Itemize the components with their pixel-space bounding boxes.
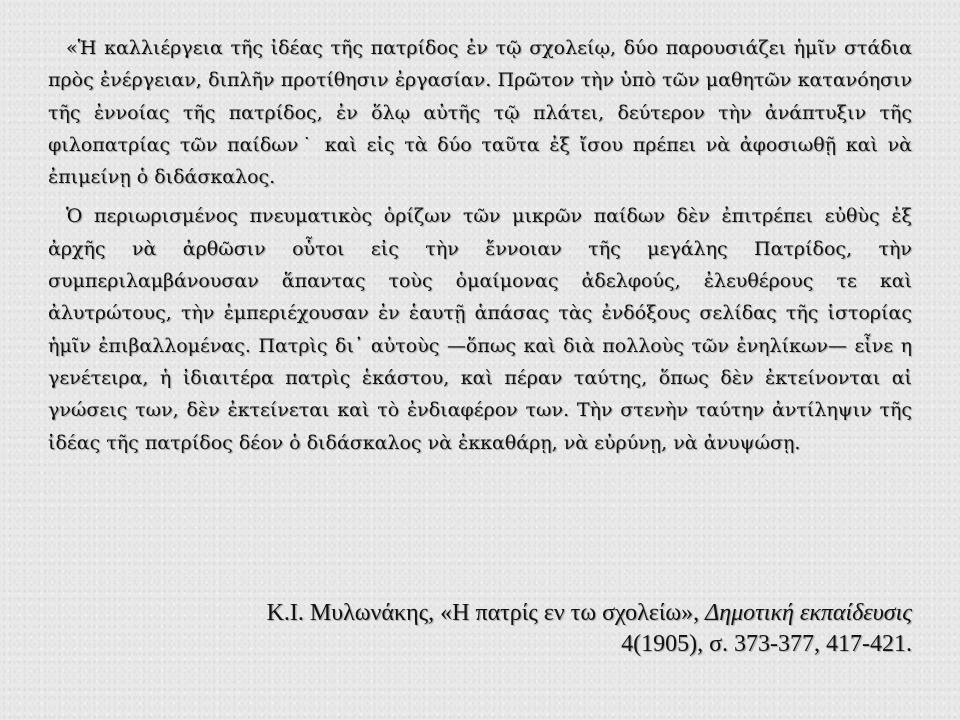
citation-author-title: Κ.Ι. Μυλωνάκης, «Η πατρίς εν τω σχολείω»,: [266, 600, 706, 626]
citation-journal: Δημοτική εκπαίδευσις: [705, 600, 912, 626]
citation: [112, 598, 912, 660]
quote-paragraph-1: «Ἡ καλλιέργεια τῆς ἰδέας τῆς πατρίδος ἐν τῷ σχολείῳ, δύο παρουσιάζει ἡμῖν στάδια πρὸς ἐνέργειαν, διπλῆν προτίθησιν ἐργασίαν. Πρῶτον τὴν ὑπὸ τῶν μαθητῶν κατανόησιν τῆς ἐννοίας τῆς πατρίδος, ἐν ὅλῳ αὐτῆς τῷ πλάτει, δεύτερον τὴν ἀνάπτυξιν τῆς φιλοπατρίας τῶν παίδων˙ καὶ εἰς τὰ δύο ταῦτα ἐξ ἴσου πρέπει νὰ ἀφοσιωθῇ καὶ νὰ ἐπιμείνῃ ὁ διδάσκαλος.: [48, 37, 912, 189]
quote-paragraph-2: Ὁ περιωρισμένος πνευματικὸς ὁρίζων τῶν μικρῶν παίδων δὲν ἐπιτρέπει εὐθὺς ἐξ ἀρχῆς νὰ ἀρθῶσιν οὗτοι εἰς τὴν ἔννοιαν τῆς μεγάλης Πατρίδος, τὴν συμπεριλαμβάνουσαν ἅπαντας τοὺς ὁμαίμονας ἀδελφούς, ἐλευθέρους τε καὶ ἀλυτρώτους, τὴν ἐμπεριέχουσαν ἐν ἑαυτῇ ἁπάσας τὰς ἐνδόξους σελίδας τῆς ἱστορίας ἡμῖν ἐπιβαλλομένας. Πατρὶς δι᾽ αὐτοὺς —ὅπως καὶ διὰ πολλοὺς τῶν ἐνηλίκων— εἶνε η γενέτειρα, ἡ ἰδιαιτέρα πατρὶς ἑκάστου, καὶ πέραν ταύτης, ὅπως δὲν ἐκτείνονται αἱ γνώσεις των, δὲν ἐκτείνεται καὶ τὸ ἐνδιαφέρον των. Τὴν στενὴν ταύτην ἀντίληψιν τῆς ἰδέας τῆς πατρίδος δέον ὁ διδάσκαλος νὰ ἐκκαθάρῃ, νὰ εὐρύνῃ, νὰ ἀνυψώσῃ.: [48, 205, 912, 454]
citation-details: 4(1905), σ. 373-377, 417-421.: [621, 631, 912, 657]
quote-block: [48, 32, 912, 466]
